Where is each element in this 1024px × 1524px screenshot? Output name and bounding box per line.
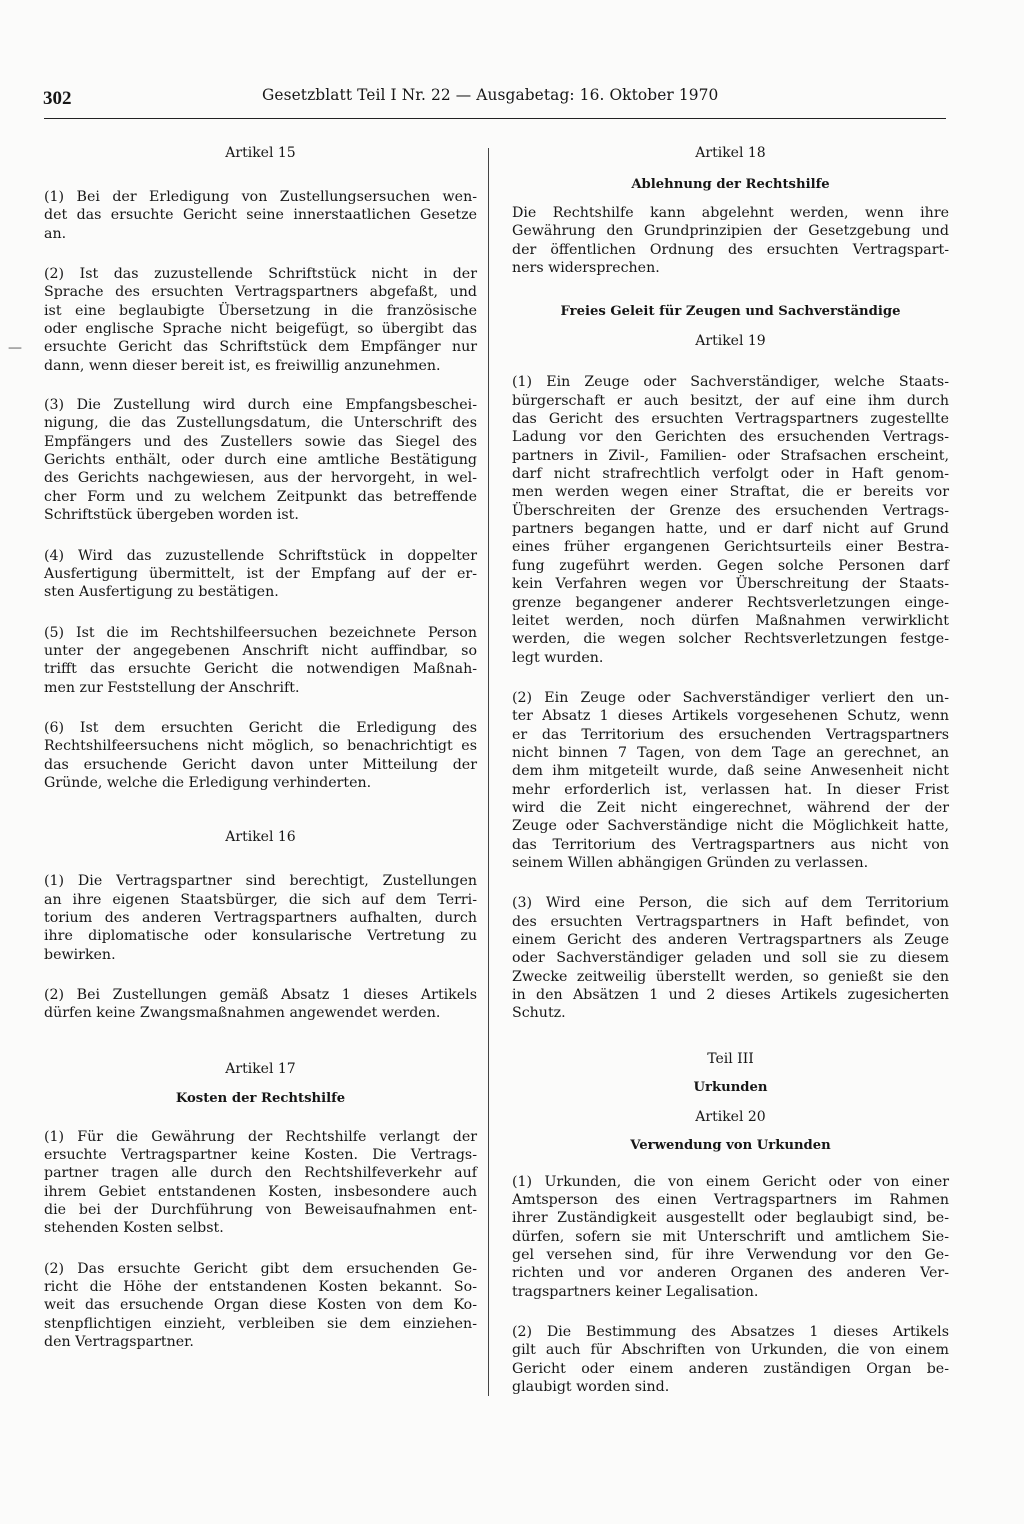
text-line: ners widersprechen. xyxy=(512,260,660,277)
text-line: Gericht oder einem anderen zuständigen Organ be- xyxy=(512,1360,949,1377)
text-line: mehr erforderlich ist, verlassen hat. In dieser Frist xyxy=(512,781,949,798)
text-line: fung zugeführt werden. Gegen solche Personen darf xyxy=(512,557,949,574)
text-line: tragspartners keiner Legalisation. xyxy=(512,1283,759,1300)
section-free-conduct: Freies Geleit für Zeugen und Sachverständige xyxy=(560,304,901,320)
text-line: (4) Wird das zuzustellende Schriftstück in doppelter xyxy=(44,547,477,564)
article-19-title: Artikel 19 xyxy=(695,333,766,350)
text-line: Die Rechtshilfe kann abgelehnt werden, wenn ihre xyxy=(512,205,949,221)
text-line: einem Gericht des anderen Vertragspartners als Zeuge xyxy=(512,932,949,948)
text-line: richten und vor anderen Organen des anderen Ver- xyxy=(512,1265,949,1282)
running-head: Gesetzblatt Teil I Nr. 22 — Ausgabetag: 16. Oktober 1970 xyxy=(262,86,719,104)
text-line: (2) Das ersuchte Gericht gibt dem ersuchenden Ge- xyxy=(44,1260,477,1277)
text-line: (3) Die Zustellung wird durch eine Empfangsbeschei- xyxy=(44,397,477,414)
text-line: (2) Die Bestimmung des Absatzes 1 dieses Artikels xyxy=(512,1324,949,1341)
header-rule xyxy=(44,118,946,119)
article-15-title: Artikel 15 xyxy=(225,145,296,161)
text-line: (1) Urkunden, die von einem Gericht oder von einer xyxy=(512,1173,949,1190)
text-line: Schriftstück übergeben worden ist. xyxy=(44,507,299,524)
text-line: des ersuchten Vertragspartners in Haft befindet, von xyxy=(512,913,949,930)
text-line: Empfängers und des Zustellers sowie das Siegel des xyxy=(44,433,477,450)
text-line: das Gericht des ersuchten Vertragspartners zugestellte xyxy=(512,411,949,428)
text-line: Ausfertigung übermittelt, ist der Empfang auf der er- xyxy=(44,565,477,582)
text-line: det das ersuchte Gericht seine innerstaatlichen Gesetze xyxy=(44,207,477,224)
text-line: partners in Zivil-, Familien- oder Strafsachen erscheint, xyxy=(512,447,949,464)
text-line: das Territorium des Vertragspartners aus nicht von xyxy=(512,836,949,853)
column-divider xyxy=(488,148,489,1396)
text-line: ihrem Gebiet entstandenen Kosten, insbesondere auch xyxy=(44,1183,477,1200)
text-line: werden, die wegen solcher Rechtsverletzungen festge- xyxy=(512,631,949,648)
text-line: ihrer Zuständigkeit ausgestellt oder beglaubigt sind, be- xyxy=(512,1210,949,1227)
part-three-title: Teil III xyxy=(707,1050,754,1067)
text-line: nigung, die das Zustellungsdatum, die Unterschrift des xyxy=(44,415,477,432)
page-number: 302 xyxy=(43,88,72,109)
text-line: glaubigt worden sind. xyxy=(512,1379,670,1396)
text-line: das ersuchende Gericht davon unter Mitteilung der xyxy=(44,756,477,773)
text-line: partner tragen alle durch den Rechtshilfeverkehr auf xyxy=(44,1165,477,1182)
article-20-subtitle: Verwendung von Urkunden xyxy=(630,1137,831,1153)
text-line: stehenden Kosten selbst. xyxy=(44,1220,224,1237)
text-line: der öffentlichen Ordnung des ersuchten Vertragspart- xyxy=(512,241,949,258)
text-line: die bei der Durchführung von Beweisaufnahmen ent- xyxy=(44,1202,477,1219)
article-18-title: Artikel 18 xyxy=(695,145,766,161)
text-line: Sprache des ersuchten Vertragspartners abgefaßt, und xyxy=(44,284,477,301)
article-15-para-2 xyxy=(44,265,477,375)
text-line: stenpflichtigen einzieht, verbleiben sie dem einziehen- xyxy=(44,1315,477,1332)
text-line: Zeuge oder Sachverständige nicht die Möglichkeit hatte, xyxy=(512,818,949,835)
article-15-para-3 xyxy=(44,396,477,524)
text-line: den Vertragspartner. xyxy=(44,1334,194,1351)
text-line: ersuchte Gericht das Schriftstück dem Empfänger nur xyxy=(44,339,477,356)
text-line: an ihre eigenen Staatsbürger, die sich auf dem Terri- xyxy=(44,891,477,908)
text-line: men werden wegen einer Straftat, die er bereits vor xyxy=(512,484,949,501)
left-column xyxy=(44,142,477,1351)
text-line: (2) Ein Zeuge oder Sachverständiger verliert den un- xyxy=(512,689,949,706)
article-15-para-6 xyxy=(44,719,477,792)
margin-mark: — xyxy=(8,340,22,356)
article-17-para-2 xyxy=(44,1260,477,1352)
text-line: bürgerschaft er auch besitzt, der auf eine ihm durch xyxy=(512,392,949,409)
text-line: ter Absatz 1 dieses Artikels vorgesehenen Schutz, wenn xyxy=(512,708,949,725)
text-line: kein Verfahren wegen vor Überschreitung der Staats- xyxy=(512,576,949,593)
right-column xyxy=(512,142,949,1397)
article-15-para-4 xyxy=(44,547,477,602)
article-16-para-1 xyxy=(44,872,477,964)
article-15-para-1 xyxy=(44,188,477,243)
text-line: dürfen keine Zwangsmaßnahmen angewendet werden. xyxy=(44,1005,441,1022)
text-line: darf nicht strafrechtlich verfolgt oder in Haft genom- xyxy=(512,466,949,483)
text-line: Gewährung den Grundprinzipien der Gesetzgebung und xyxy=(512,223,949,240)
text-line: wird die Zeit nicht eingerechnet, während der der xyxy=(512,799,949,816)
text-line: dürfen, sofern sie mit Unterschrift und amtlichem Sie- xyxy=(512,1228,949,1245)
text-line: oder englische Sprache nicht beigefügt, so übergibt das xyxy=(44,321,477,338)
article-18-para-1 xyxy=(512,204,949,277)
text-line: an. xyxy=(44,225,67,242)
text-line: gilt auch für Abschriften von Urkunden, die von einem xyxy=(512,1342,949,1359)
text-line: (2) Bei Zustellungen gemäß Absatz 1 dieses Artikels xyxy=(44,987,477,1003)
text-line: Gründe, welche die Erledigung verhinderten. xyxy=(44,774,372,791)
article-19-para-1 xyxy=(512,373,949,667)
text-line: (6) Ist dem ersuchten Gericht die Erledigung des xyxy=(44,719,477,736)
text-line: (3) Wird eine Person, die sich auf dem Territorium xyxy=(512,895,949,912)
text-line: Amtsperson des einen Vertragspartners im Rahmen xyxy=(512,1192,949,1209)
text-line: bewirken. xyxy=(44,946,116,963)
text-line: (5) Ist die im Rechtshilfeersuchen bezeichnete Person xyxy=(44,624,477,641)
text-line: Schutz. xyxy=(512,1005,566,1022)
text-line: (2) Ist das zuzustellende Schriftstück nicht in der xyxy=(44,266,477,283)
text-line: eines früher ergangenen Gerichtsurteils einer Bestra- xyxy=(512,539,949,556)
article-17-title: Artikel 17 xyxy=(225,1060,296,1077)
text-line: dem ihm mitgeteilt wurde, daß seine Anwesenheit nicht xyxy=(512,763,949,780)
text-line: Gerichts enthält, oder durch eine amtliche Bestätigung xyxy=(44,452,477,469)
text-line: seinem Willen abhängigen Gründen zu verlassen. xyxy=(512,854,869,871)
article-20-para-2 xyxy=(512,1323,949,1396)
article-19-para-2 xyxy=(512,689,949,872)
text-line: (1) Bei der Erledigung von Zustellungsersuchen wen- xyxy=(44,189,477,205)
text-line: (1) Ein Zeuge oder Sachverständiger, welche Staats- xyxy=(512,374,949,391)
text-line: Zwecke zeitweilig überstellt werden, so genießt sie den xyxy=(512,968,949,985)
text-line: Rechtshilfeersuchens nicht möglich, so benachrichtigt es xyxy=(44,738,477,755)
article-16-para-2 xyxy=(44,986,477,1023)
text-line: trifft das ersuchte Gericht die notwendigen Maßnah- xyxy=(44,661,477,678)
article-19-para-3 xyxy=(512,894,949,1022)
text-line: leitet werden, noch dürfen Maßnahmen verwirklicht xyxy=(512,612,949,629)
text-line: Überschreiten der Grenze des ersuchenden Vertrags- xyxy=(512,502,949,519)
article-17-para-1 xyxy=(44,1128,477,1238)
text-line: ersuchte Vertragspartner keine Kosten. Die Vertrags- xyxy=(44,1147,477,1164)
article-17-subtitle: Kosten der Rechtshilfe xyxy=(175,1090,346,1106)
text-line: cher Form und zu welchem Zeitpunkt das betreffende xyxy=(44,488,477,505)
text-line: partners begangen hatte, und er darf nicht auf Grund xyxy=(512,521,949,538)
text-line: unter der angegebenen Anschrift nicht auffindbar, so xyxy=(44,642,477,659)
text-line: richt die Höhe der entstandenen Kosten bekannt. So- xyxy=(44,1279,477,1296)
article-20-title: Artikel 20 xyxy=(695,1108,766,1125)
text-line: dann, wenn dieser bereit ist, es freiwillig anzunehmen. xyxy=(44,357,441,374)
text-line: (1) Die Vertragspartner sind berechtigt, Zustellungen xyxy=(44,873,477,890)
text-line: in den Absätzen 1 und 2 dieses Artikels zugesicherten xyxy=(512,987,949,1004)
text-line: men zur Feststellung der Anschrift. xyxy=(44,679,300,696)
text-line: legt wurden. xyxy=(512,649,604,666)
text-line: Ladung vor den Gerichten des ersuchenden Vertrags- xyxy=(512,429,949,446)
article-18-subtitle: Ablehnung der Rechtshilfe xyxy=(631,177,830,192)
text-line: oder Sachverständiger geladen und soll sie zu diesem xyxy=(512,950,949,967)
text-line: weit das ersuchende Organ diese Kosten von dem Ko- xyxy=(44,1297,477,1314)
text-line: sten Ausfertigung zu bestätigen. xyxy=(44,584,279,601)
text-line: er das Territorium des ersuchenden Vertragspartners xyxy=(512,726,949,743)
article-20-para-1 xyxy=(512,1173,949,1301)
text-line: (1) Für die Gewährung der Rechtshilfe verlangt der xyxy=(44,1128,477,1145)
text-line: torium des anderen Vertragspartners aufhalten, durch xyxy=(44,909,477,926)
text-line: nicht binnen 7 Tagen, von dem Tage an gerechnet, an xyxy=(512,744,949,761)
text-line: grenze begangener anderer Rechtsverletzungen einge- xyxy=(512,594,949,611)
article-16-title: Artikel 16 xyxy=(225,829,296,846)
part-three-subtitle: Urkunden xyxy=(693,1079,768,1095)
article-15-para-5 xyxy=(44,624,477,697)
text-line: gel versehen sind, für ihre Verwendung vor den Ge- xyxy=(512,1247,949,1264)
text-line: des Gerichts nachgewiesen, aus der hervorgeht, in wel- xyxy=(44,470,477,487)
text-line: ist eine beglaubigte Übersetzung in die französische xyxy=(44,302,477,319)
text-line: ihre diplomatische oder konsularische Vertretung zu xyxy=(44,928,477,945)
